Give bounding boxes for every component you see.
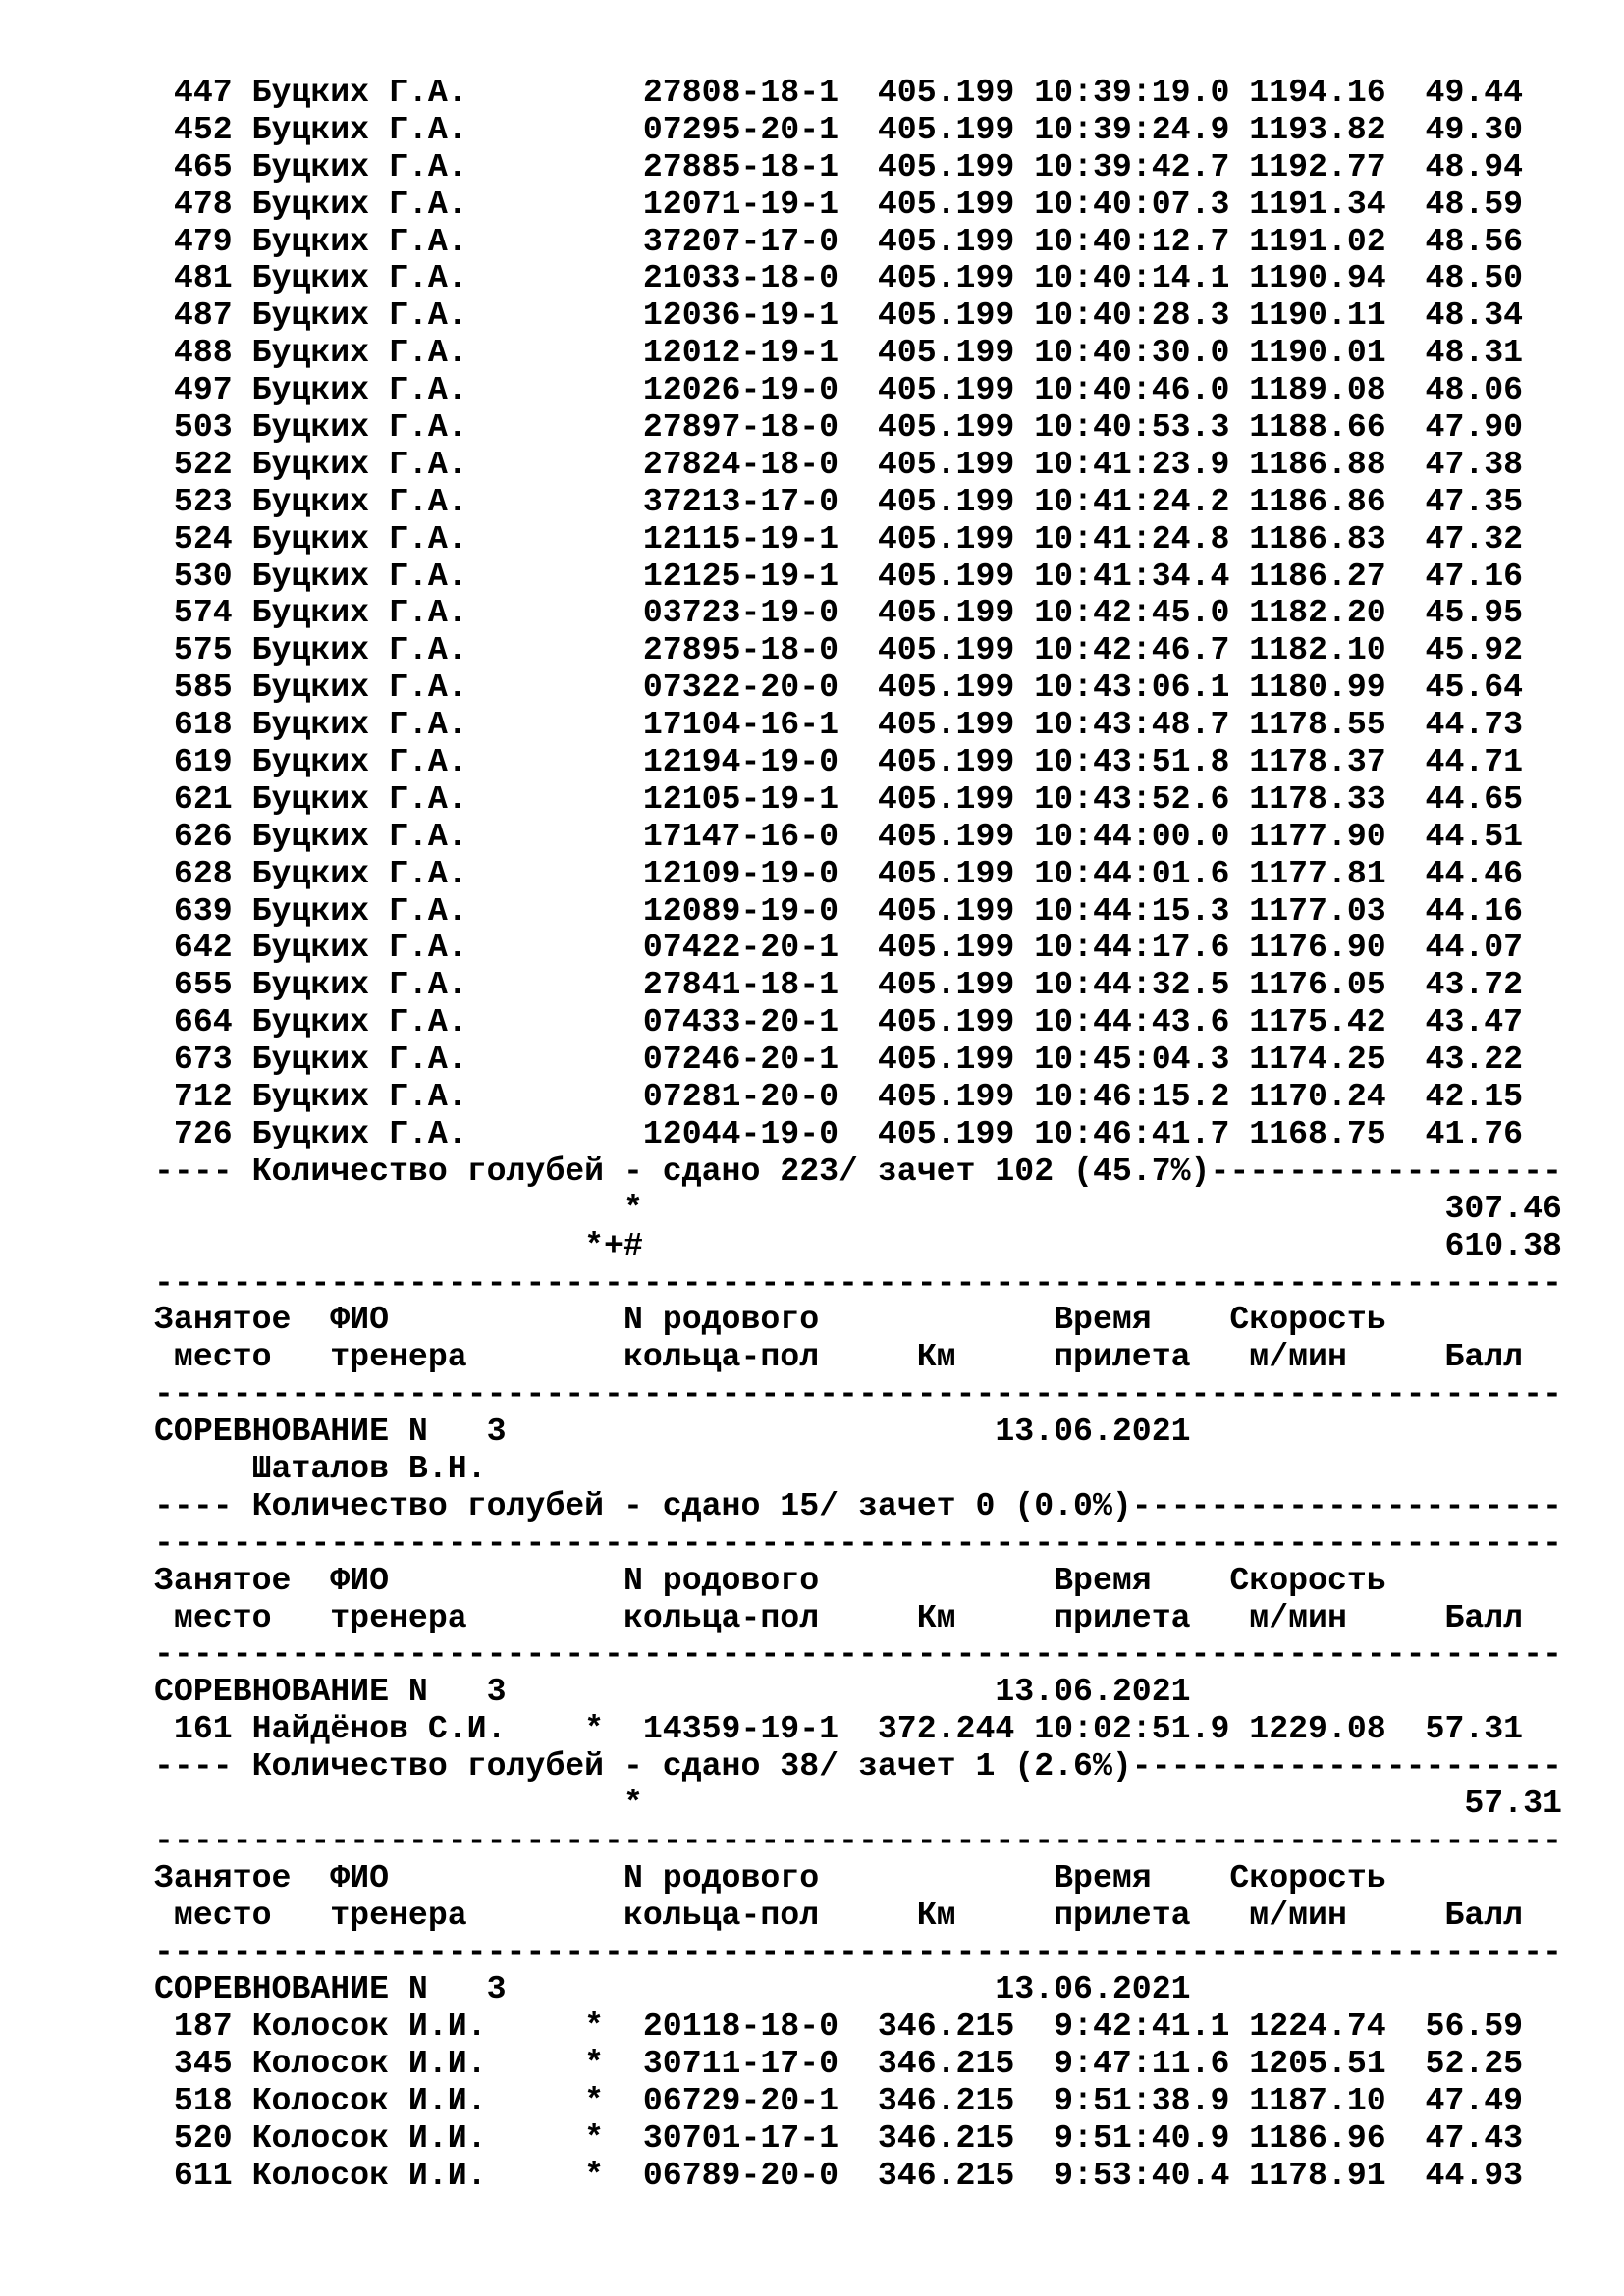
total-score-row: * 307.46	[154, 1189, 1562, 1227]
result-row: 524 Буцких Г.А. 12115-19-1 405.199 10:41:24.8 1186.83 47.32	[154, 519, 1524, 558]
competition-header: СОРЕВНОВАНИЕ N 3 13.06.2021	[154, 1673, 1191, 1711]
competition-header: СОРЕВНОВАНИЕ N 3 13.06.2021	[154, 1970, 1191, 2008]
result-row: 497 Буцких Г.А. 12026-19-0 405.199 10:40:46.0 1189.08 48.06	[154, 371, 1524, 409]
separator-line: ------------------------------------------------------------------------	[154, 1263, 1562, 1302]
result-row: 345 Колосок И.И. * 30711-17-0 346.215 9:47:11.6 1205.51 52.25	[154, 2045, 1524, 2083]
result-row: 481 Буцких Г.А. 21033-18-0 405.199 10:40:14.1 1190.94 48.50	[154, 259, 1524, 297]
result-row: 642 Буцких Г.А. 07422-20-1 405.199 10:44:17.6 1176.90 44.07	[154, 929, 1524, 967]
result-row: 187 Колосок И.И. * 20118-18-0 346.215 9:42:41.1 1224.74 56.59	[154, 2007, 1524, 2046]
separator-line: ------------------------------------------------------------------------	[154, 1523, 1562, 1562]
result-row: 619 Буцких Г.А. 12194-19-0 405.199 10:43:51.8 1178.37 44.71	[154, 743, 1524, 781]
result-row: 618 Буцких Г.А. 17104-16-1 405.199 10:43:48.7 1178.55 44.73	[154, 706, 1524, 744]
competition-header: СОРЕВНОВАНИЕ N 3 13.06.2021	[154, 1413, 1191, 1451]
separator-line: ------------------------------------------------------------------------	[154, 1933, 1562, 1971]
result-row: 522 Буцких Г.А. 27824-18-0 405.199 10:41:23.9 1186.88 47.38	[154, 445, 1524, 483]
separator-line: ------------------------------------------------------------------------	[154, 1821, 1562, 1859]
result-row: 488 Буцких Г.А. 12012-19-1 405.199 10:40:30.0 1190.01 48.31	[154, 334, 1524, 372]
column-header: место тренера кольца-пол Км прилета м/мин Балл	[154, 1598, 1524, 1636]
result-row: 530 Буцких Г.А. 12125-19-1 405.199 10:41:34.4 1186.27 47.16	[154, 557, 1524, 595]
result-row: 452 Буцких Г.А. 07295-20-1 405.199 10:39:24.9 1193.82 49.30	[154, 110, 1524, 148]
result-row: 503 Буцких Г.А. 27897-18-0 405.199 10:40:53.3 1188.66 47.90	[154, 408, 1524, 447]
pigeon-count-summary: ---- Количество голубей - сдано 38/ зачет 1 (2.6%)----------------------	[154, 1747, 1562, 1786]
total-score-row: * 57.31	[154, 1784, 1562, 1822]
result-row: 639 Буцких Г.А. 12089-19-0 405.199 10:44:15.3 1177.03 44.16	[154, 891, 1524, 930]
total-score-row: *+# 610.38	[154, 1226, 1562, 1264]
result-row: 523 Буцких Г.А. 37213-17-0 405.199 10:41:24.2 1186.86 47.35	[154, 482, 1524, 520]
result-row: 628 Буцких Г.А. 12109-19-0 405.199 10:44:01.6 1177.81 44.46	[154, 854, 1524, 892]
result-row: 673 Буцких Г.А. 07246-20-1 405.199 10:45:04.3 1174.25 43.22	[154, 1041, 1524, 1079]
result-row: 520 Колосок И.И. * 30701-17-1 346.215 9:51:40.9 1186.96 47.43	[154, 2118, 1524, 2157]
result-row: 626 Буцких Г.А. 17147-16-0 405.199 10:44:00.0 1177.90 44.51	[154, 817, 1524, 855]
pigeon-count-summary: ---- Количество голубей - сдано 223/ зачет 102 (45.7%)------------------	[154, 1151, 1562, 1190]
result-row: 664 Буцких Г.А. 07433-20-1 405.199 10:44:43.6 1175.42 43.47	[154, 1003, 1524, 1041]
column-header: Занятое ФИО N родового Время Скорость	[154, 1858, 1386, 1896]
column-header: Занятое ФИО N родового Время Скорость	[154, 1561, 1386, 1599]
separator-line: ------------------------------------------------------------------------	[154, 1635, 1562, 1674]
result-row: 655 Буцких Г.А. 27841-18-1 405.199 10:44:32.5 1176.05 43.72	[154, 966, 1524, 1004]
result-row: 574 Буцких Г.А. 03723-19-0 405.199 10:42:45.0 1182.20 45.95	[154, 594, 1524, 632]
result-row: 479 Буцких Г.А. 37207-17-0 405.199 10:40:12.7 1191.02 48.56	[154, 222, 1524, 260]
results-printout	[154, 75, 1562, 2195]
result-row: 712 Буцких Г.А. 07281-20-0 405.199 10:46:15.2 1170.24 42.15	[154, 1078, 1524, 1116]
result-row: 465 Буцких Г.А. 27885-18-1 405.199 10:39:42.7 1192.77 48.94	[154, 147, 1524, 186]
result-row: 518 Колосок И.И. * 06729-20-1 346.215 9:51:38.9 1187.10 47.49	[154, 2082, 1524, 2120]
result-row: 487 Буцких Г.А. 12036-19-1 405.199 10:40:28.3 1190.11 48.34	[154, 296, 1524, 335]
result-row: 447 Буцких Г.А. 27808-18-1 405.199 10:39:19.0 1194.16 49.44	[154, 74, 1524, 111]
result-row: 585 Буцких Г.А. 07322-20-0 405.199 10:43:06.1 1180.99 45.64	[154, 668, 1524, 707]
column-header: место тренера кольца-пол Км прилета м/мин Балл	[154, 1896, 1524, 1934]
column-header: Занятое ФИО N родового Время Скорость	[154, 1301, 1386, 1339]
separator-line: ------------------------------------------------------------------------	[154, 1375, 1562, 1414]
result-row: 161 Найдёнов С.И. * 14359-19-1 372.244 10:02:51.9 1229.08 57.31	[154, 1710, 1524, 1748]
pigeon-count-summary: ---- Количество голубей - сдано 15/ зачет 0 (0.0%)----------------------	[154, 1486, 1562, 1524]
result-row: 575 Буцких Г.А. 27895-18-0 405.199 10:42:46.7 1182.10 45.92	[154, 631, 1524, 669]
column-header: место тренера кольца-пол Км прилета м/мин Балл	[154, 1338, 1524, 1376]
result-row: 621 Буцких Г.А. 12105-19-1 405.199 10:43:52.6 1178.33 44.65	[154, 779, 1524, 818]
trainer-name: Шаталов В.Н.	[154, 1449, 487, 1487]
result-row: 726 Буцких Г.А. 12044-19-0 405.199 10:46:41.7 1168.75 41.76	[154, 1114, 1524, 1152]
result-row: 478 Буцких Г.А. 12071-19-1 405.199 10:40:07.3 1191.34 48.59	[154, 185, 1524, 223]
result-row: 611 Колосок И.И. * 06789-20-0 346.215 9:53:40.4 1178.91 44.93	[154, 2156, 1524, 2194]
